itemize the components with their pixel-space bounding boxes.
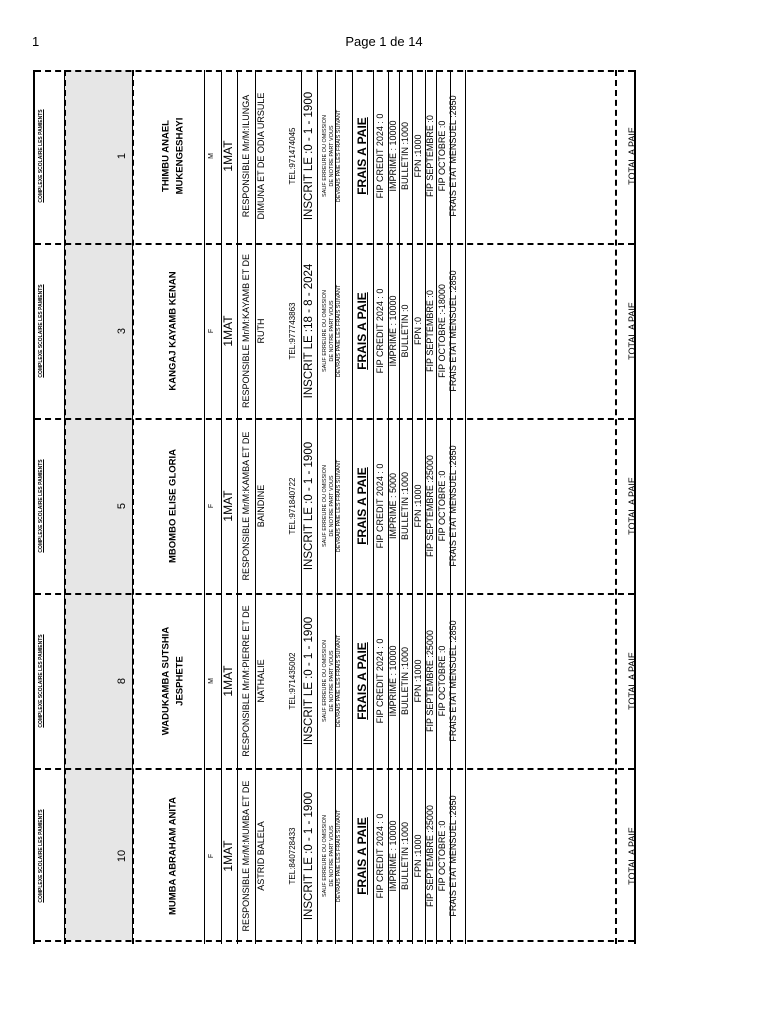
- responsible: BAINDINE: [256, 484, 266, 528]
- school-header: COMPLEXE SCOLAIRE LES PAMIENTS: [38, 634, 44, 728]
- responsible: DIMUNA ET DE ODIA URSULE: [256, 92, 266, 220]
- disclaimer: SAUF ERREURE OU OMISSION: [322, 115, 328, 197]
- disclaimer: DE NOTRE PART VOUS: [329, 300, 335, 362]
- fee-line: BULLETIN :1000: [400, 821, 410, 891]
- column-rule: [301, 70, 302, 944]
- fee-line: BULLETIN :0: [400, 304, 410, 358]
- column-rule: [436, 70, 437, 944]
- disclaimer: DE NOTRE PART VOUS: [329, 825, 335, 887]
- student-class: 1MAT: [221, 140, 235, 172]
- disclaimer: DEVRAIS PAIE LES FRAIS SUIVANT: [336, 284, 342, 378]
- responsible: ASTRID BALELA: [256, 821, 266, 891]
- responsible: RESPONSIBLE Mr/M:ILUNGA: [241, 94, 251, 218]
- column-rule: [237, 70, 238, 944]
- fee-line: BULLETIN :1000: [400, 471, 410, 541]
- student-name: MUMBA ABRAHAM ANITA: [167, 796, 178, 916]
- inscription-date: INSCRIT LE :0 - 1 - 1900: [303, 616, 315, 746]
- frais-label: FRAIS A PAIE: [355, 292, 369, 370]
- student-sex: M: [208, 678, 215, 684]
- student-class: 1MAT: [221, 840, 235, 872]
- fee-line: FIP OCTOBRE :0: [437, 645, 447, 717]
- fee-line: FIP CREDIT 2024 : 0: [375, 813, 385, 899]
- fee-line: FIP CREDIT 2024 : 0: [375, 288, 385, 374]
- responsible: RESPONSIBLE Mr/M:MUMBA ET DE: [241, 780, 251, 932]
- fee-line: FIP SEPTEMBRE :25000: [425, 455, 435, 557]
- page-number: 1: [32, 34, 40, 49]
- column-rule: [412, 70, 413, 944]
- fee-line: FRAIS ETAT MENSUEL :2850: [448, 620, 458, 742]
- fee-line: BULLETIN :1000: [400, 121, 410, 191]
- school-header: COMPLEXE SCOLAIRE LES PAMIENTS: [38, 459, 44, 553]
- student-number: 10: [116, 849, 128, 863]
- fee-line: FIP CREDIT 2024 : 0: [375, 463, 385, 549]
- column-rule: [388, 70, 389, 944]
- frais-label: FRAIS A PAIE: [355, 642, 369, 720]
- fee-line: IMPRIME : 5000: [388, 472, 398, 540]
- responsible: RESPONSIBLE Mr/M:KAYAMB ET DE: [241, 253, 251, 409]
- column-rule: [335, 70, 336, 944]
- fee-line: FPN :1000: [413, 484, 423, 528]
- column-rule: [221, 70, 222, 944]
- student-sex: M: [208, 153, 215, 159]
- inscription-date: INSCRIT LE :18 - 8 - 2024: [303, 263, 315, 399]
- column-rule: [352, 70, 353, 944]
- student-name: KANGAJ KAYAMB KENAN: [167, 271, 178, 391]
- column-rule: [373, 70, 374, 944]
- telephone: TEL:971474045: [288, 127, 297, 185]
- telephone: TEL:977743863: [288, 302, 297, 360]
- student-name: MUKENGESHAYI: [174, 117, 185, 195]
- fee-line: IMPRIME : 10000: [388, 645, 398, 717]
- total-label: TOTAL A PAIE: [627, 302, 637, 360]
- disclaimer: SAUF ERREURE OU OMISSION: [322, 290, 328, 372]
- fee-line: FRAIS ETAT MENSUEL :2850: [448, 95, 458, 217]
- fee-line: FIP OCTOBRE :0: [437, 820, 447, 892]
- student-name: JESPHETE: [174, 656, 185, 706]
- total-label: TOTAL A PAIE: [627, 477, 637, 535]
- telephone: TEL:971435002: [288, 652, 297, 710]
- fee-line: FPN :1000: [413, 134, 423, 178]
- column-rule: [465, 70, 466, 944]
- fee-line: FPN :1000: [413, 659, 423, 703]
- fee-line: FPN :1000: [413, 834, 423, 878]
- student-number: 1: [116, 152, 128, 160]
- fee-line: FRAIS ETAT MENSUEL :2850: [448, 270, 458, 392]
- student-sex: F: [208, 853, 215, 859]
- frais-label: FRAIS A PAIE: [355, 117, 369, 195]
- column-rule: [204, 70, 205, 944]
- fee-line: IMPRIME : 10000: [388, 120, 398, 192]
- disclaimer: DEVRAIS PAIE LES FRAIS SUIVANT: [336, 109, 342, 203]
- student-class: 1MAT: [221, 665, 235, 697]
- fee-line: FPN :0: [413, 317, 423, 346]
- student-name: WADUKAMBA SUTSHIA: [160, 626, 171, 736]
- column-rule: [425, 70, 426, 944]
- fee-line: BULLETIN :1000: [400, 646, 410, 716]
- disclaimer: DE NOTRE PART VOUS: [329, 125, 335, 187]
- column-rule-dashed: [615, 70, 617, 944]
- student-number: 5: [116, 502, 128, 510]
- telephone: TEL:971840722: [288, 477, 297, 535]
- disclaimer: SAUF ERREURE OU OMISSION: [322, 465, 328, 547]
- fee-slip-sheet: [33, 70, 636, 944]
- column-rule: [317, 70, 318, 944]
- inscription-date: INSCRIT LE :0 - 1 - 1900: [303, 91, 315, 221]
- fee-line: FIP SEPTEMBRE :0: [425, 290, 435, 372]
- student-name: THIMBU ANAEL: [160, 120, 171, 192]
- responsible: RESPONSIBLE Mr/M:PIERRE ET DE: [241, 605, 251, 757]
- fee-line: FIP CREDIT 2024 : 0: [375, 113, 385, 199]
- student-number: 3: [116, 327, 128, 335]
- fee-line: FIP SEPTEMBRE :0: [425, 115, 435, 197]
- disclaimer: SAUF ERREURE OU OMISSION: [322, 815, 328, 897]
- header-band: [65, 70, 132, 940]
- frais-label: FRAIS A PAIE: [355, 467, 369, 545]
- total-label: TOTAL A PAIE: [627, 652, 637, 710]
- fee-line: IMPRIME : 10000: [388, 295, 398, 367]
- disclaimer: DEVRAIS PAIE LES FRAIS SUIVANT: [336, 809, 342, 903]
- column-rule: [450, 70, 451, 944]
- student-sex: F: [208, 328, 215, 334]
- total-label: TOTAL A PAIE: [627, 127, 637, 185]
- fee-line: FRAIS ETAT MENSUEL :2850: [448, 445, 458, 567]
- column-rule: [255, 70, 256, 944]
- disclaimer: DEVRAIS PAIE LES FRAIS SUIVANT: [336, 634, 342, 728]
- disclaimer: DEVRAIS PAIE LES FRAIS SUIVANT: [336, 459, 342, 553]
- school-header: COMPLEXE SCOLAIRE LES PAMIENTS: [38, 809, 44, 903]
- fee-line: FRAIS ETAT MENSUEL :2850: [448, 795, 458, 917]
- fee-line: FIP SEPTEMBRE :25000: [425, 630, 435, 732]
- responsible: NATHALIE: [256, 659, 266, 703]
- frais-label: FRAIS A PAIE: [355, 817, 369, 895]
- fee-line: IMPRIME : 10000: [388, 820, 398, 892]
- student-number: 8: [116, 677, 128, 685]
- column-rule-dashed: [132, 70, 134, 944]
- fee-line: FIP OCTOBRE :-18000: [437, 284, 447, 378]
- fee-line: FIP OCTOBRE :0: [437, 120, 447, 192]
- student-sex: F: [208, 503, 215, 509]
- inscription-date: INSCRIT LE :0 - 1 - 1900: [303, 441, 315, 571]
- fee-line: FIP SEPTEMBRE :25000: [425, 805, 435, 907]
- disclaimer: DE NOTRE PART VOUS: [329, 650, 335, 712]
- responsible: RESPONSIBLE Mr/M:KAMBA ET DE: [241, 431, 251, 581]
- column-rule-dashed: [64, 70, 66, 944]
- fee-line: FIP CREDIT 2024 : 0: [375, 638, 385, 724]
- disclaimer: SAUF ERREURE OU OMISSION: [322, 640, 328, 722]
- student-class: 1MAT: [221, 315, 235, 347]
- responsible: RUTH: [256, 318, 266, 344]
- student-name: MBOMBO ELISE GLORIA: [167, 449, 178, 563]
- fee-line: FIP OCTOBRE :0: [437, 470, 447, 542]
- column-rule: [399, 70, 400, 944]
- telephone: TEL:840728433: [288, 827, 297, 885]
- page-title: Page 1 de 14: [345, 34, 423, 49]
- student-class: 1MAT: [221, 490, 235, 522]
- school-header: COMPLEXE SCOLAIRE LES PAMIENTS: [38, 284, 44, 378]
- school-header: COMPLEXE SCOLAIRE LES PAMIENTS: [38, 109, 44, 203]
- disclaimer: DE NOTRE PART VOUS: [329, 475, 335, 537]
- inscription-date: INSCRIT LE :0 - 1 - 1900: [303, 791, 315, 921]
- total-label: TOTAL A PAIE: [627, 827, 637, 885]
